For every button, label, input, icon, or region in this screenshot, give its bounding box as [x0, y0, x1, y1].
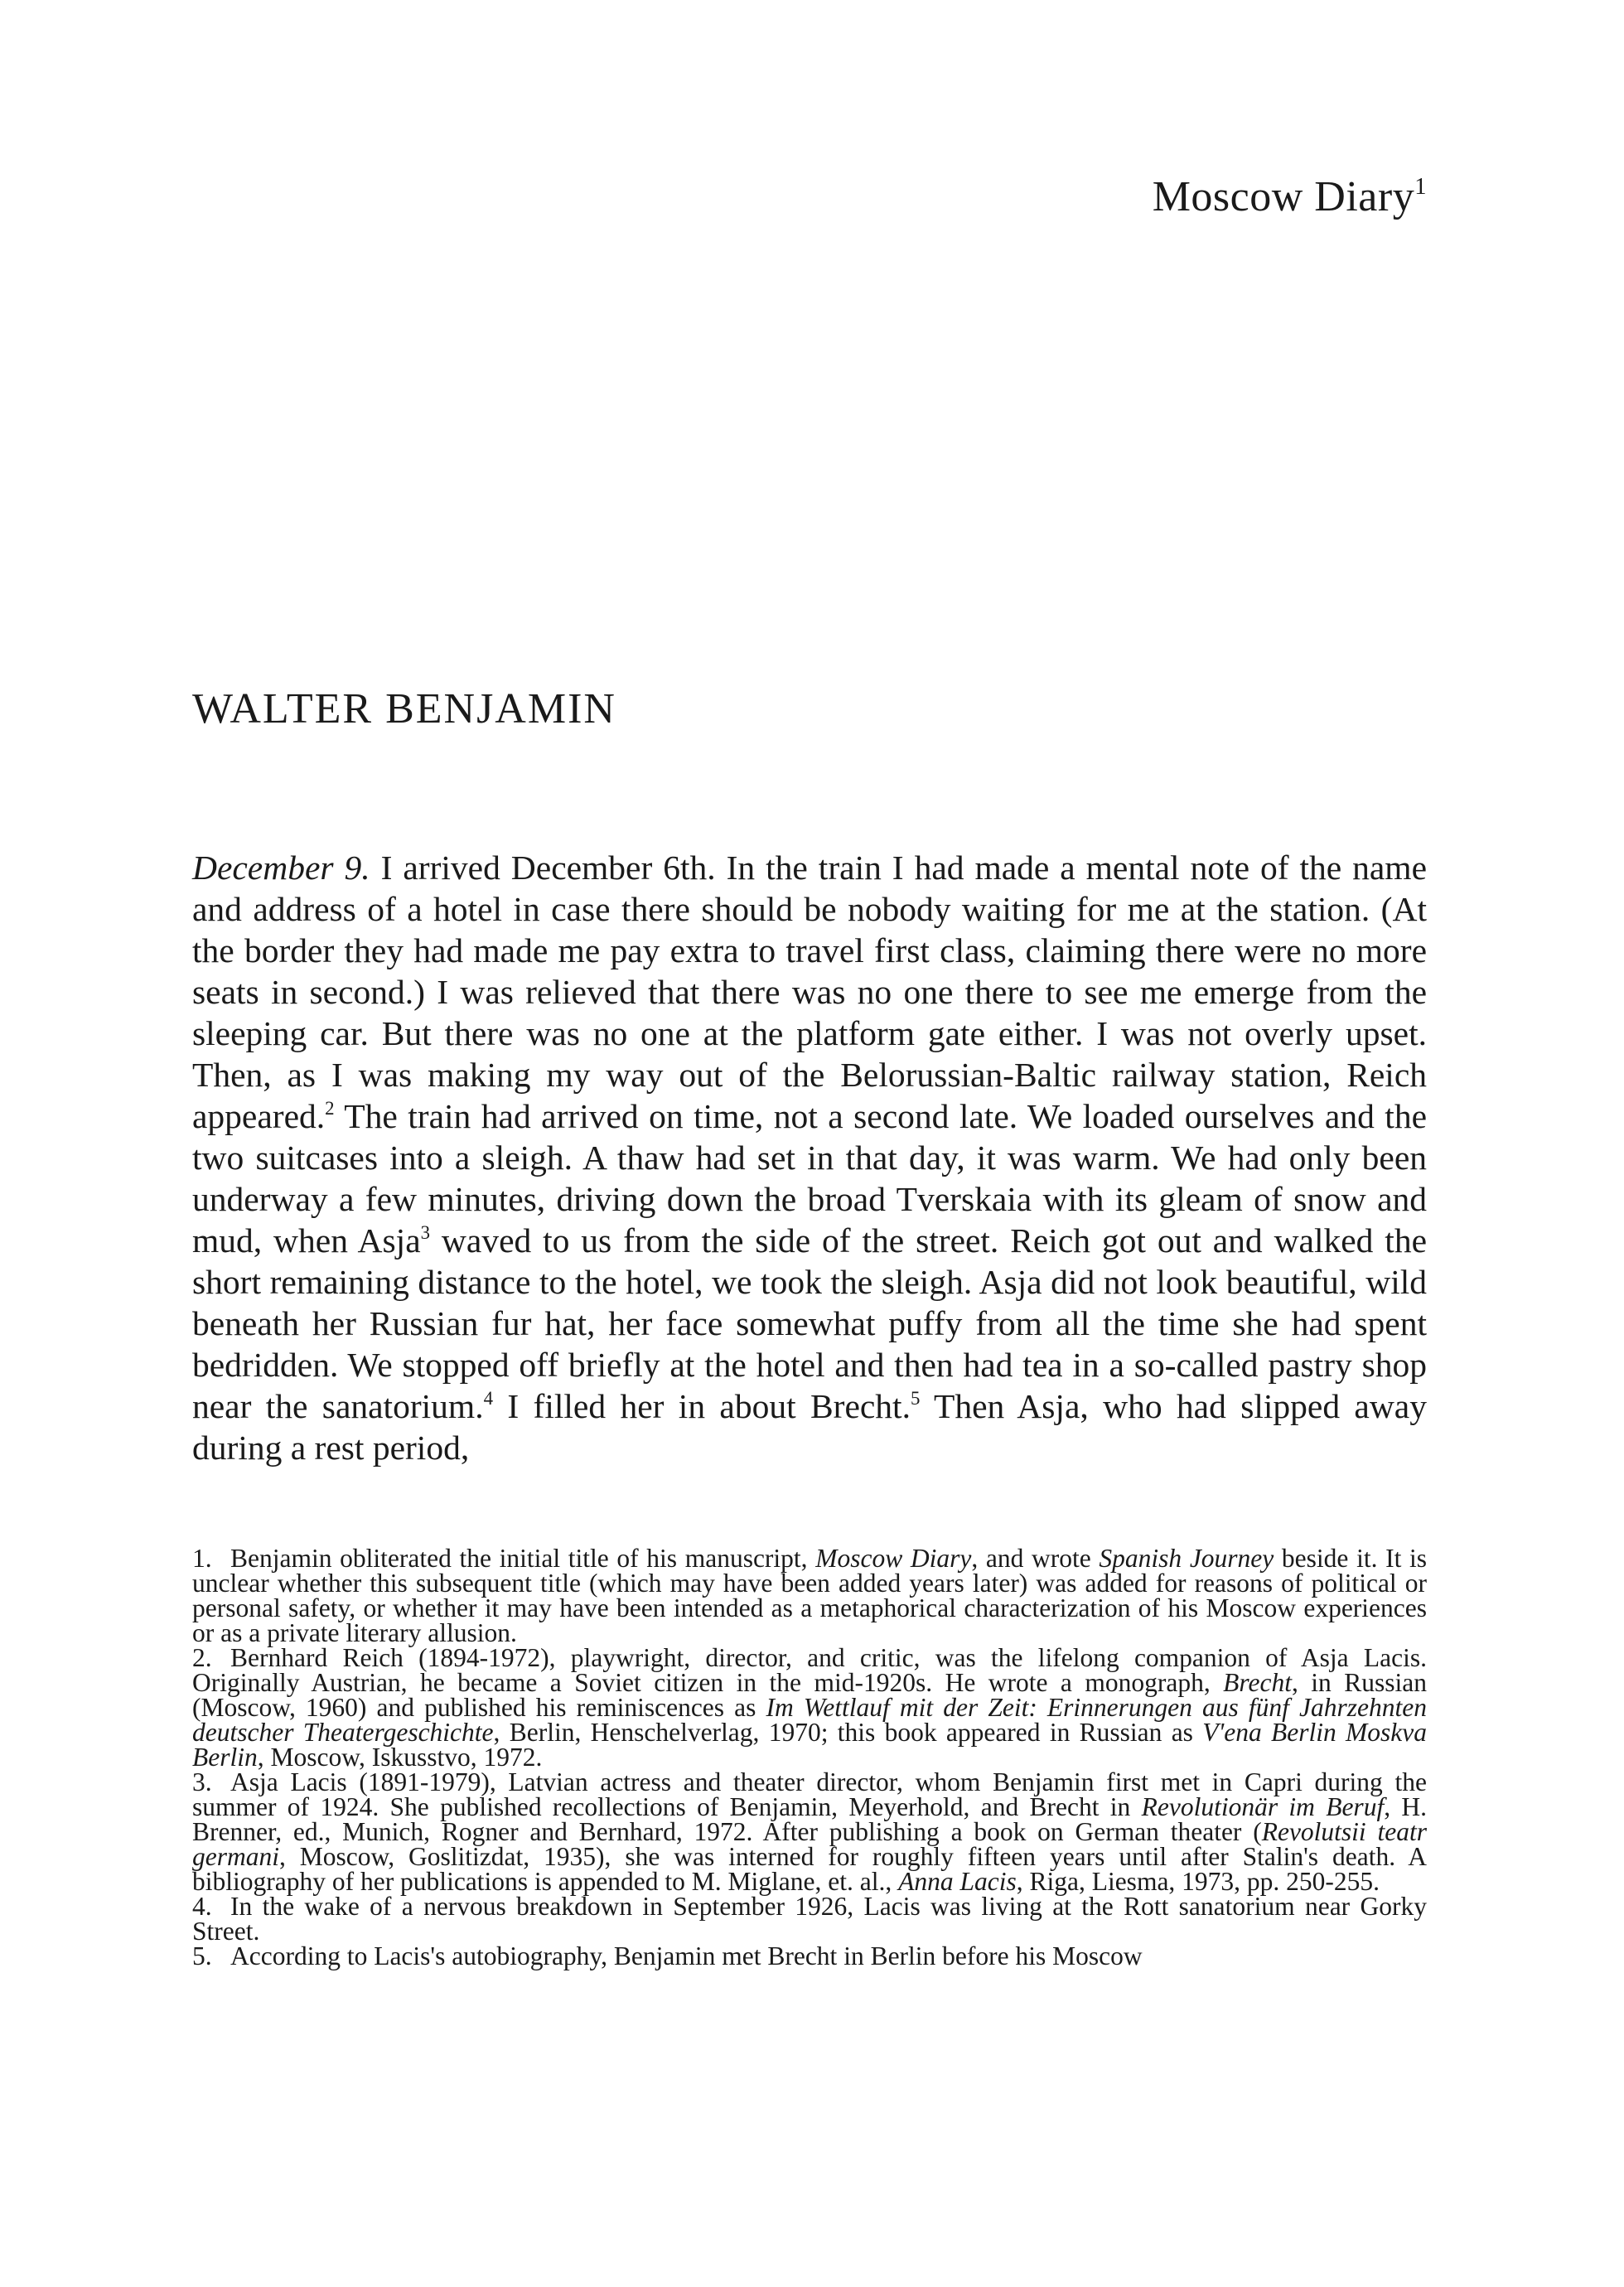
- footnote-text: , H. Brenner, ed., Munich, Rogner and Bernhard, 1972. After publishing a book on German theater (: [192, 1792, 1428, 1846]
- footnote-number: 5.: [192, 1941, 212, 1970]
- footnote-5: [192, 1941, 1427, 1970]
- footnote-italic: Anna Lacis: [898, 1867, 1017, 1896]
- footnote-ref-4: 4: [483, 1388, 493, 1409]
- title-footnote-ref: 1: [1414, 173, 1427, 200]
- body-text-5: Then Asja, who had slipped away during a rest period,: [192, 1387, 1427, 1467]
- footnote-text: Bernhard Reich (1894-1972), playwright, director, and critic, was the lifelong companion of Asja Lacis. Originally Austrian, he became a Soviet citizen in the mid-1920s. He wrote a monograph,: [192, 1643, 1427, 1697]
- footnote-text: , Moscow, Iskusstvo, 1972.: [257, 1743, 543, 1772]
- footnote-italic: Revolutionär im Beruf: [1141, 1792, 1385, 1821]
- footnote-number: 3.: [192, 1767, 212, 1796]
- footnote-text: , Riga, Liesma, 1973, pp. 250-255.: [1016, 1867, 1380, 1896]
- author-name: WALTER BENJAMIN: [192, 685, 616, 733]
- footnote-text: , and wrote: [971, 1544, 1100, 1573]
- footnote-number: 4.: [192, 1892, 212, 1921]
- footnote-italic: Spanish Journey: [1099, 1544, 1274, 1573]
- footnote-ref-5: 5: [910, 1388, 921, 1409]
- footnote-ref-3: 3: [420, 1222, 431, 1244]
- body-text-2: The train had arrived on time, not a second late. We loaded ourselves and the two suitcases into a sleigh. A thaw had set in that day, it was warm. We had only been underway a few minutes, driving down the broad Tverskaia with its gleam of snow and mud, when Asja: [192, 1097, 1427, 1260]
- footnote-text: , Berlin, Henschelverlag, 1970; this book appeared in Russian as: [493, 1718, 1203, 1747]
- title-text: Moscow Diary: [1152, 173, 1415, 220]
- footnote-text: beside it. It is unclear whether this subsequent title (which may have been added years later) was added for reasons of political or personal safety, or whether it may have been intended as a metaphorical characterization of his Moscow experiences or as a private literary allusion.: [192, 1544, 1428, 1647]
- footnote-ref-2: 2: [325, 1098, 335, 1119]
- footnotes: [192, 1546, 1427, 1969]
- footnote-text: According to Lacis's autobiography, Benjamin met Brecht in Berlin before his Moscow: [230, 1941, 1143, 1970]
- body-paragraph: [192, 847, 1427, 1468]
- footnote-2: [192, 1643, 1427, 1772]
- footnote-text: , in Russian (Moscow, 1960) and published his reminiscences as: [192, 1668, 1427, 1722]
- footnote-italic: Brecht: [1223, 1668, 1292, 1697]
- footnote-text: In the wake of a nervous breakdown in September 1926, Lacis was living at the Rott sanatorium near Gorky Street.: [192, 1892, 1427, 1946]
- entry-date: December 9.: [192, 849, 370, 887]
- footnote-italic: Revolutsii teatr germani: [192, 1817, 1427, 1871]
- footnote-4: [192, 1894, 1427, 1944]
- body-text-3: waved to us from the side of the street. Reich got out and walked the short remaining distance to the hotel, we took the sleigh. Asja did not look beautiful, wild beneath her Russian fur hat, her face somewhat puffy from all the time she had spent bedridden. We stopped off briefly at the hotel and then had tea in a so-called pastry shop near the sanatorium.: [192, 1221, 1428, 1425]
- footnote-text: , Moscow, Goslitizdat, 1935), she was interned for roughly fifteen years until after Stalin's death. A bibliography of her publications is appended to M. Miglane, et. al.,: [192, 1842, 1427, 1896]
- footnote-3: [192, 1767, 1428, 1896]
- body-text-1: I arrived December 6th. In the train I had made a mental note of the name and address of a hotel in case there should be nobody waiting for me at the station. (At the border they had made me pay extra to travel first class, claiming there were no more seats in second.) I was relieved that there was no one there to see me emerge from the sleeping car. But there was no one at the platform gate either. I was not overly upset. Then, as I was making my way out of the Belorussian-Baltic railway station, Reich appeared.: [192, 849, 1427, 1135]
- footnote-number: 1.: [192, 1544, 212, 1573]
- footnote-text: Asja Lacis (1891-1979), Latvian actress and theater director, whom Benjamin first met in Capri during the summer of 1924. She published recollections of Benjamin, Meyerhold, and Brecht in: [192, 1767, 1427, 1821]
- body-text-4: I filled her in about Brecht.: [493, 1387, 911, 1425]
- footnote-italic: Im Wettlauf mit der Zeit: Erinnerungen aus fünf Jahrzehnten deutscher Theatergeschichte: [192, 1693, 1427, 1747]
- footnote-1: [192, 1546, 1427, 1646]
- footnote-italic: V'ena Berlin Moskva Berlin: [192, 1718, 1427, 1772]
- page-title: [1153, 172, 1427, 221]
- footnote-number: 2.: [192, 1643, 212, 1672]
- footnote-italic: Moscow Diary: [815, 1544, 972, 1573]
- footnote-text: Benjamin obliterated the initial title of his manuscript,: [230, 1544, 816, 1573]
